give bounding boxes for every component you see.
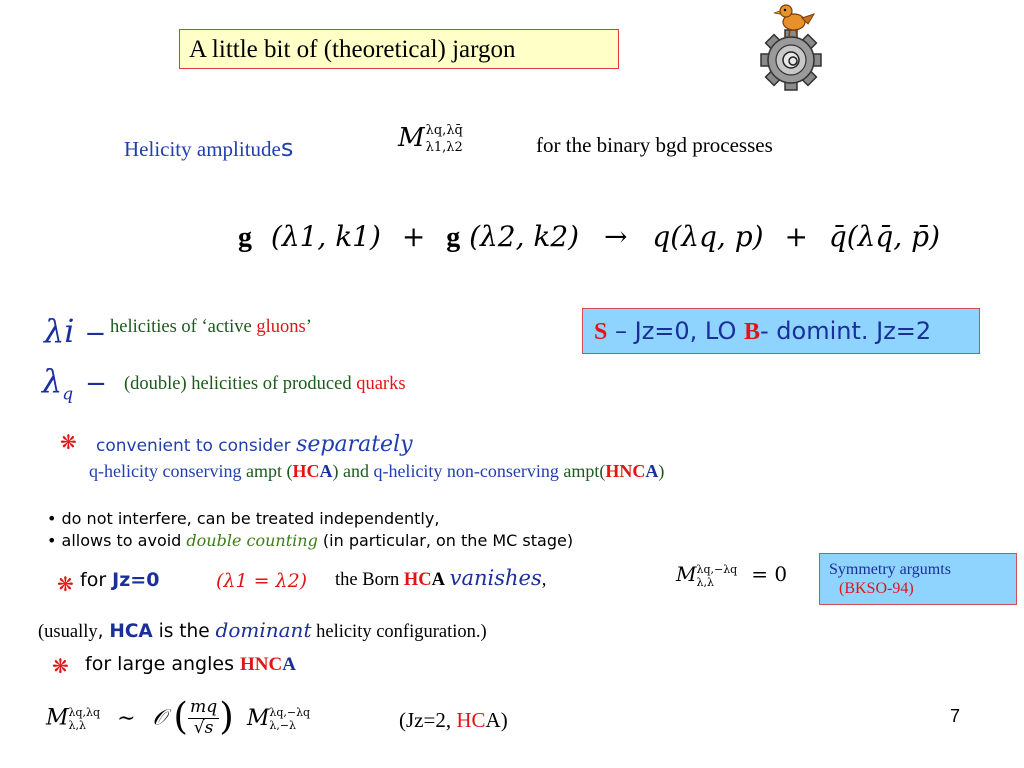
dominant-word: dominant (215, 618, 312, 642)
large-a: A (282, 654, 296, 675)
lambda-i-description (110, 317, 312, 338)
lambda-q-desc-pre: (double) helicities of produced (124, 374, 357, 394)
star-bullet-icon: ❋ (60, 432, 77, 454)
for-word: for (80, 569, 113, 591)
lambda-q-symbol (42, 362, 107, 404)
gluon-1-args: (λ1, k1) (270, 220, 381, 253)
born-amp-sub: λ,λ (696, 575, 714, 589)
s-info-box (582, 308, 980, 354)
separately-word: separately (296, 432, 413, 457)
bullet2-post: (in particular, on the MC stage) (317, 531, 574, 550)
hc-conserving-text: q-helicity conserving (89, 461, 242, 481)
convenient-line (96, 432, 413, 457)
large-angles-line (85, 653, 296, 676)
formula-m1-sup: λq,λq (68, 705, 101, 719)
star-bullet-icon: ❋ (52, 656, 69, 678)
formula-num: mq (189, 697, 218, 718)
lambda-i-desc-pre: helicities of ‘active (110, 317, 257, 337)
hnc-abbr: HNC (605, 461, 646, 481)
formula-o: 𝒪 (152, 705, 167, 731)
large-hnc: HNC (240, 654, 283, 675)
symmetry-box (819, 553, 1017, 605)
helicity-amplitudes-label (124, 134, 293, 162)
formula-den: √s (193, 718, 214, 739)
born-hc: HC (403, 570, 432, 590)
and-text: ) and (332, 461, 374, 481)
born-amp-sup: λq,−λq (696, 562, 738, 576)
ampt-text-1: ampt ( (241, 461, 293, 481)
formula-fraction (188, 698, 219, 738)
symmetry-line2: (BKSO-94) (839, 580, 914, 597)
close-paren: ) (658, 461, 665, 481)
lambda-i-symbol (44, 312, 106, 350)
suppression-formula (46, 694, 310, 739)
convenient-pre: convenient to consider (96, 436, 297, 456)
gluons-word: gluons (256, 317, 306, 337)
gluon-1: g (238, 222, 252, 253)
gluon-2-args: (λ2, k2) (469, 220, 580, 253)
a-abbr-1: A (319, 461, 333, 481)
binary-processes-text: for the binary bgd processes (536, 133, 773, 157)
jz2-pre: (Jz=2, (399, 708, 457, 732)
jz2-hc: HC (456, 708, 486, 732)
vanishes-word: vanishes (449, 566, 542, 590)
jz0-line (80, 569, 159, 591)
helicity-label-s: s (280, 134, 294, 162)
bird-on-gear-icon (758, 0, 828, 96)
formula-m1-sub: λ,λ (68, 718, 86, 732)
formula-rparen: ) (219, 694, 234, 738)
bullet2-pre: • allows to avoid (47, 531, 187, 550)
amp-letter: M (398, 123, 425, 153)
helicity-label-main: Helicity amplitude (124, 137, 281, 161)
born-comma: , (541, 570, 547, 590)
jz2-post: A) (485, 708, 508, 732)
born-amplitude-zero (676, 562, 787, 589)
s-box-mid: – Jz=0, LO (607, 317, 744, 345)
lambda-i-desc-post: ’ (305, 317, 312, 337)
symmetry-line1: Symmetry argumts (829, 561, 951, 578)
formula-lparen: ( (173, 694, 188, 738)
s-box-post: - domint. Jz=2 (759, 317, 932, 345)
born-amp-letter: M (676, 562, 697, 586)
b-letter: B (743, 319, 760, 345)
a-abbr-2: A (645, 461, 659, 481)
jz0-label: Jz=0 (112, 569, 160, 591)
formula-m2-sup: λq,−λq (269, 705, 311, 719)
bullet-interfere: • do not interfere, can be treated independently, (47, 509, 440, 528)
hc-abbr: HC (292, 461, 320, 481)
slide-title: A little bit of (theoretical) jargon (179, 29, 619, 69)
double-counting-word: double counting (186, 531, 318, 550)
usually-line (38, 618, 487, 643)
lambda-equality: (λ1 = λ2) (216, 570, 308, 592)
quark-term: q(λq, p) (652, 220, 764, 253)
plus-sign-2: + (784, 220, 808, 253)
page-number: 7 (950, 706, 961, 726)
formula-m2-sub: λ,−λ (269, 718, 297, 732)
star-bullet-icon: ❋ (57, 574, 74, 596)
ampt-text-2: ampt( (558, 461, 606, 481)
lambda-i-text: λi (44, 312, 75, 350)
lambda-q-description (124, 374, 406, 395)
usual-post: helicity configuration.) (311, 622, 487, 642)
usual-is-the: is the (152, 621, 216, 642)
born-amp-equals: = 0 (751, 562, 788, 586)
usual-hca: HCA (109, 621, 153, 642)
lambda-i-dash: − (84, 319, 107, 349)
amplitude-symbol (398, 122, 463, 156)
large-pre: for large angles (85, 653, 241, 675)
formula-m2: M (246, 705, 270, 731)
lambda-q-letter: λ (42, 362, 63, 400)
formula-sim: ∼ (117, 705, 136, 731)
formula-m1: M (46, 705, 69, 731)
jz2-label (399, 708, 508, 733)
quarks-word: quarks (356, 374, 406, 394)
usual-comma: , (97, 621, 110, 642)
born-pre: the Born (335, 570, 404, 590)
antiquark-term: q̄(λq̄, p̄) (828, 220, 940, 253)
gluon-2: g (446, 222, 461, 253)
hc-nonconserving-text: q-helicity non-conserving (373, 461, 559, 481)
process-equation (238, 220, 940, 254)
hca-hnca-line (89, 461, 664, 482)
s-letter: S (594, 319, 608, 345)
lambda-q-sub: q (62, 384, 74, 405)
amp-subscript: λ1,λ2 (425, 140, 463, 155)
born-a: A (431, 570, 445, 590)
lambda-q-dash: − (85, 369, 107, 399)
arrow-symbol: → (604, 220, 628, 253)
born-vanishes-line (335, 566, 546, 591)
bullet-double-counting (47, 531, 573, 550)
usual-pre: (usually (38, 622, 98, 642)
plus-sign-1: + (401, 220, 426, 253)
amp-superscript: λq,λq̄ (425, 123, 463, 138)
